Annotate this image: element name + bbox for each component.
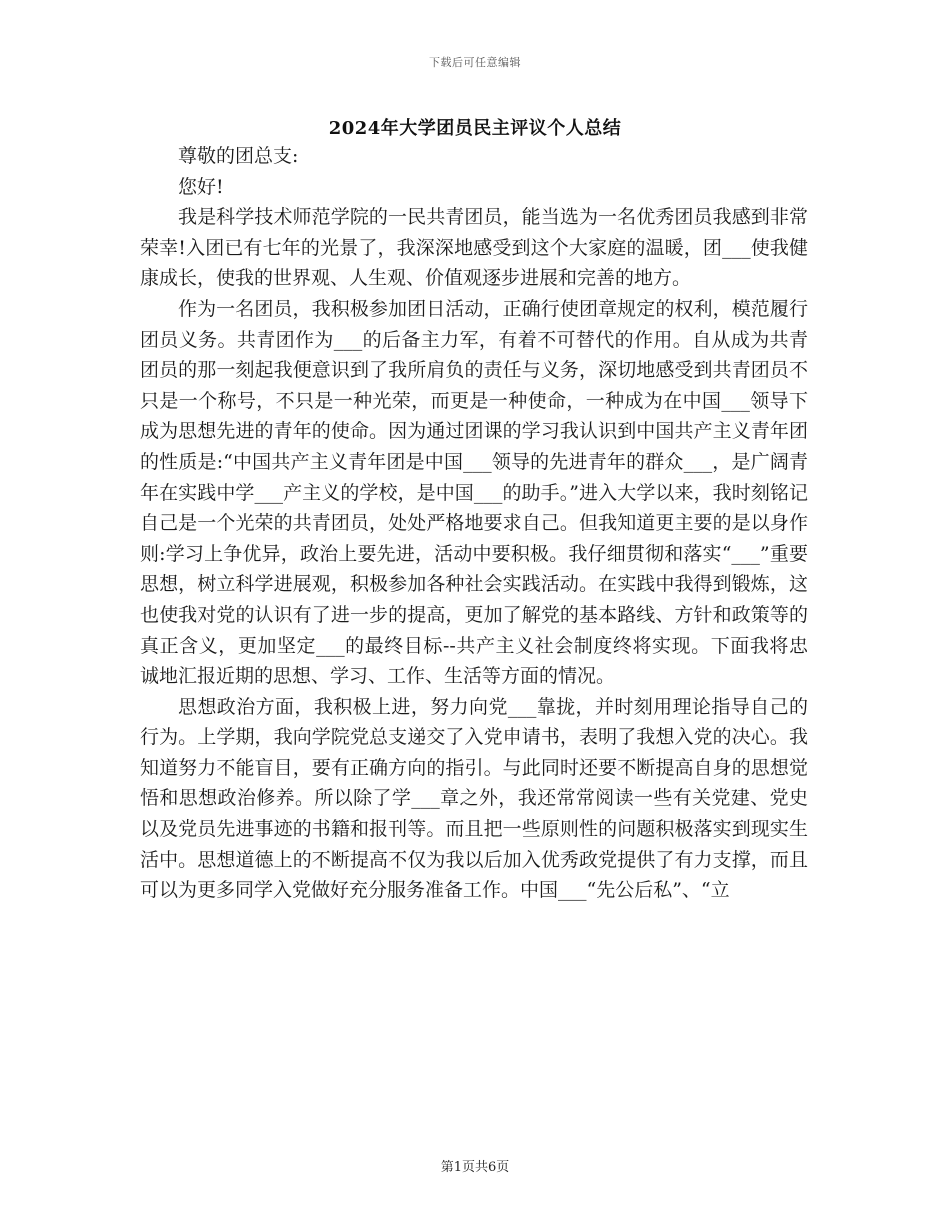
salutation: 尊敬的团总支: [178, 145, 299, 167]
paragraph: 我是科学技术师范学院的一民共青团员，能当选为一名优秀团员我感到非常荣幸!入团已有七年的光景了，我深深地感受到这个大家庭的温暖，团___使我健康成长，使我的世界观、人生观、价值观逐步进展和完善的地方。 [140, 206, 808, 290]
page-footer: 第1页共6页 [440, 1160, 510, 1175]
page-header: 下载后可任意编辑 [429, 56, 521, 69]
paragraph: 思想政治方面，我积极上进，努力向党___靠拢，并时刻用理论指导自己的行为。上学期，我向学院党总支递交了入党申请书，表明了我想入党的决心。我知道努力不能盲目，要有正确方向的指引。与此同时还要不断提高自身的思想觉悟和思想政治修养。所以除了学___章之外，我还常常阅读一些有关党建、党史以及党员先进事迹的书籍和报刊等。而且把一些原则性的问题积极落实到现实生活中。思想道德上的不断提高不仅为我以后加入优秀政党提供了有力支撑，而且可以为更多同学入党做好充分服务准备工作。中国___“先公后私”、“立 [140, 695, 808, 902]
document-body [140, 141, 808, 906]
document-title: 2024年大学团员民主评议个人总结 [328, 118, 622, 139]
greeting: 您好! [178, 175, 224, 198]
paragraph: 作为一名团员，我积极参加团日活动，正确行使团章规定的权利，模范履行团员义务。共青团作为___的后备主力军，有着不可替代的作用。自从成为共青团员的那一刻起我便意识到了我所肩负的责任与义务，深切地感受到共青团员不只是一个称号，不只是一种光荣，而更是一种使命，一种成为在中国___领导下成为思想先进的青年的使命。因为通过团课的学习我认识到中国共产主义青年团的性质是:“中国共产主义青年团是中国___领导的先进青年的群众___，是广阔青年在实践中学___产主义的学校，是中国___的助手。”进入大学以来，我时刻铭记自己是一个光荣的共青团员，处处严格地要求自己。但我知道更主要的是以身作则:学习上争优异，政治上要先进，活动中要积极。我仔细贯彻和落实“___”重要思想，树立科学进展观，积极参加各种社会实践活动。在实践中我得到锻炼，这也使我对党的认识有了进一步的提高，更加了解党的基本路线、方针和政策等的真正含义，更加坚定___的最终目标--共产主义社会制度终将实现。下面我将忠诚地汇报近期的思想、学习、工作、生活等方面的情况。 [140, 297, 808, 688]
